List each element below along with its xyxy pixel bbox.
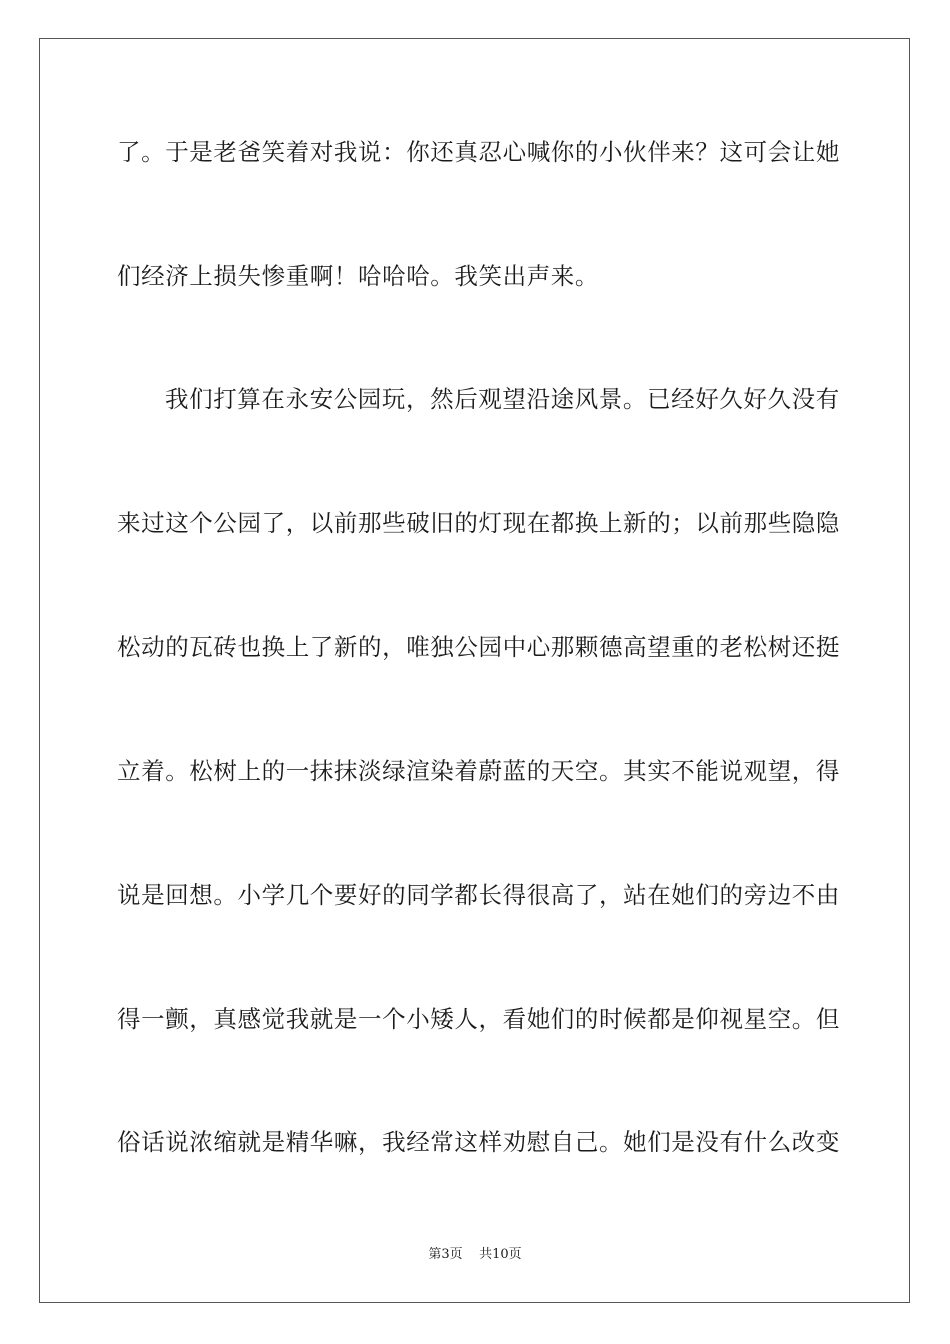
page-footer	[0, 1246, 950, 1264]
text-line-3: 我们打算在永安公园玩，然后观望沿途风景。已经好久好久没有	[165, 385, 840, 413]
text-line-9: 俗话说浓缩就是精华嘛，我经常这样劝慰自己。她们是没有什么改变	[117, 1128, 840, 1156]
text-line-2: 们经济上损失惨重啊！哈哈哈。我笑出声来。	[117, 262, 599, 290]
page-number: 第3页	[428, 1247, 463, 1262]
text-line-8: 得一颤，真感觉我就是一个小矮人，看她们的时候都是仰视星空。但	[117, 1005, 840, 1033]
text-line-4: 来过这个公园了，以前那些破旧的灯现在都换上新的；以前那些隐隐	[117, 509, 840, 537]
text-line-1: 了。于是老爸笑着对我说：你还真忍心喊你的小伙伴来？这可会让她	[117, 138, 840, 166]
page-border	[39, 38, 910, 1303]
text-line-5: 松动的瓦砖也换上了新的，唯独公园中心那颗德高望重的老松树还挺	[117, 633, 840, 661]
page-total: 共10页	[479, 1247, 522, 1262]
text-line-6: 立着。松树上的一抹抹淡绿渲染着蔚蓝的天空。其实不能说观望，得	[117, 757, 840, 785]
text-line-7: 说是回想。小学几个要好的同学都长得很高了，站在她们的旁边不由	[117, 881, 840, 909]
